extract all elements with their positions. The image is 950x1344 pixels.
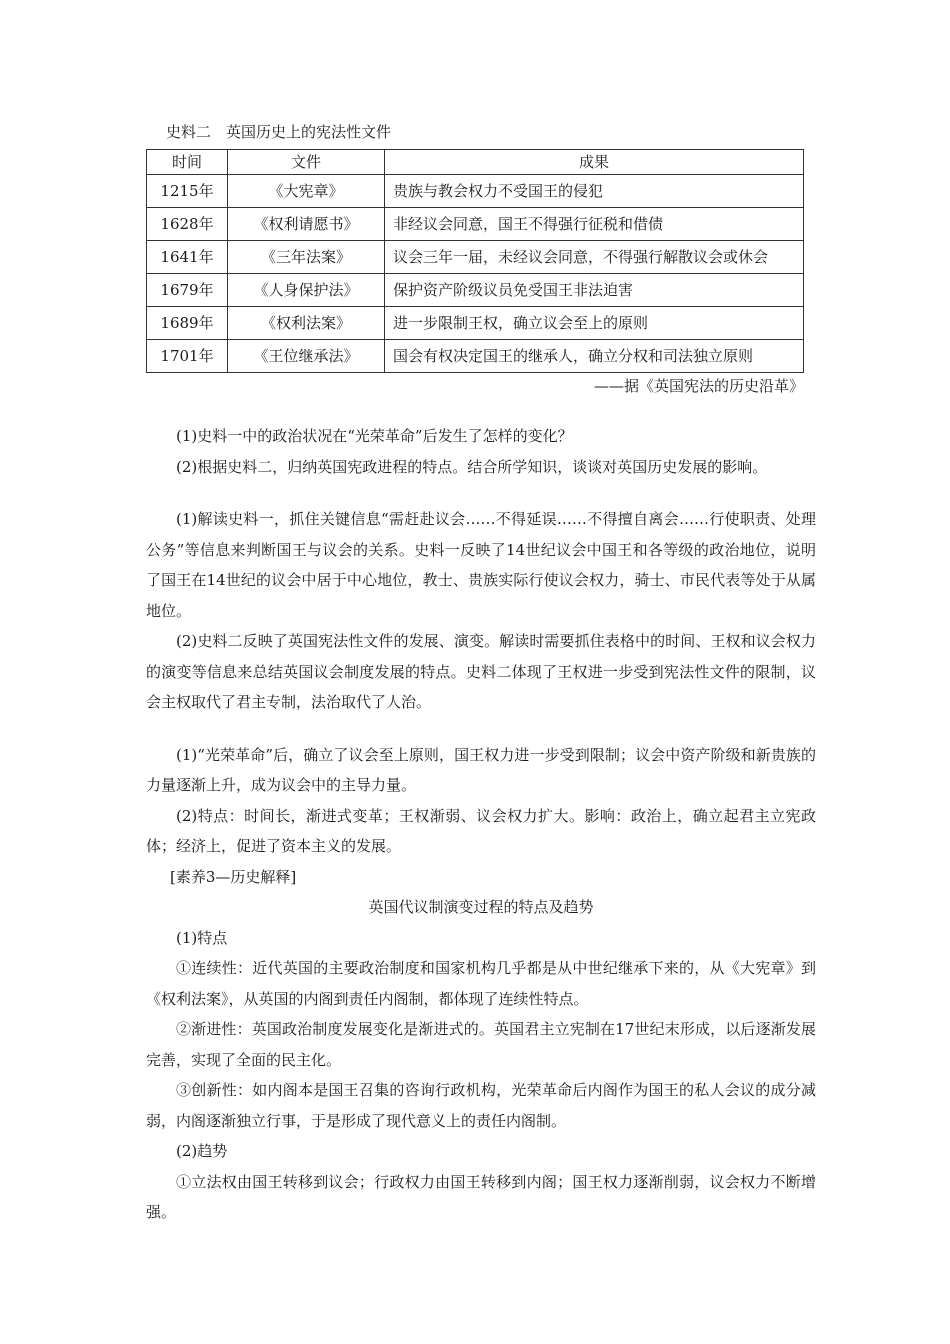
table-row: [147, 175, 804, 208]
analysis-1: (1)解读史料一，抓住关键信息“需赶赴议会……不得延误……不得擅自离会……行使职责、处理公务”等信息来判断国王与议会的关系。史料一反映了14世纪议会中国王和各等级的政治地位，说明了国王在14世纪的议会中居于中心地位，教士、贵族实际行使议会权力，骑士、市民代表等处于从属地位。: [146, 510, 816, 620]
year-cell: 1701年: [147, 340, 228, 373]
table-row: [147, 274, 804, 307]
trend-1: ①立法权由国王转移到议会；行政权力由国王转移到内阁；国王权力逐渐削弱，议会权力不断增强。: [146, 1172, 816, 1221]
section-title: 英国代议制演变过程的特点及趋势: [368, 898, 594, 916]
table-row: [147, 241, 804, 274]
document-page: [146, 118, 816, 1228]
year-cell: 1689年: [147, 307, 228, 340]
question-1: (1)史料一中的政治状况在“光荣革命”后发生了怎样的变化？: [176, 427, 573, 445]
question-2: (2)根据史料二，归纳英国宪政进程的特点。结合所学知识，谈谈对英国历史发展的影响。: [176, 457, 768, 476]
features-label: (1)特点: [176, 928, 228, 947]
constitutional-documents-table: [146, 149, 804, 373]
trends-label: (2)趋势: [176, 1142, 228, 1160]
header-time: 时间: [147, 150, 228, 175]
header-result: 成果: [385, 150, 804, 175]
document-cell: 《王位继承法》: [228, 340, 385, 373]
table-source: ——据《英国宪法的历史沿革》: [593, 377, 804, 395]
document-cell: 《人身保护法》: [228, 274, 385, 307]
table-row: [147, 208, 804, 241]
result-cell: 国会有权决定国王的继承人，确立分权和司法独立原则: [385, 340, 804, 373]
header-document: 文件: [228, 150, 385, 175]
result-cell: 贵族与教会权力不受国王的侵犯: [385, 175, 804, 208]
year-cell: 1641年: [147, 241, 228, 274]
feature-innovation: ③创新性：如内阁本是国王召集的咨询行政机构，光荣革命后内阁作为国王的私人会议的成分减弱，内阁逐渐独立行事，于是形成了现代意义上的责任内阁制。: [146, 1081, 816, 1130]
table-row: [147, 340, 804, 373]
answer-1: (1)“光荣革命”后，确立了议会至上原则，国王权力进一步受到限制；议会中资产阶级和新贵族的力量逐渐上升，成为议会中的主导力量。: [146, 745, 816, 794]
feature-continuity: ①连续性：近代英国的主要政治制度和国家机构几乎都是从中世纪继承下来的，从《大宪章》到《权利法案》，从英国的内阁到责任内阁制，都体现了连续性特点。: [146, 959, 816, 1008]
analysis-2: (2)史料二反映了英国宪法性文件的发展、演变。解读时需要抓住表格中的时间、王权和议会权力的演变等信息来总结英国议会制度发展的特点。史料二体现了王权进一步受到宪法性文件的限制，议会主权取代了君主专制，法治取代了人治。: [146, 632, 816, 711]
result-cell: 进一步限制王权，确立议会至上的原则: [385, 307, 804, 340]
table-header-row: [147, 150, 804, 175]
year-cell: 1679年: [147, 274, 228, 307]
document-cell: 《大宪章》: [228, 175, 385, 208]
document-cell: 《权利请愿书》: [228, 208, 385, 241]
result-cell: 议会三年一届，未经议会同意，不得强行解散议会或休会: [385, 241, 804, 274]
table-row: [147, 307, 804, 340]
section-tag: [素养3—历史解释]: [170, 867, 297, 886]
year-cell: 1628年: [147, 208, 228, 241]
table-caption: 史料二 英国历史上的宪法性文件: [166, 123, 392, 141]
result-cell: 保护资产阶级议员免受国王非法迫害: [385, 274, 804, 307]
year-cell: 1215年: [147, 175, 228, 208]
answer-2: (2)特点：时间长，渐进式变革；王权渐弱、议会权力扩大。影响：政治上，确立起君主立宪政体；经济上，促进了资本主义的发展。: [146, 806, 816, 855]
feature-gradualism: ②渐进性：英国政治制度发展变化是渐进式的。英国君主立宪制在17世纪末形成，以后逐渐发展完善，实现了全面的民主化。: [146, 1020, 816, 1069]
document-cell: 《三年法案》: [228, 241, 385, 274]
result-cell: 非经议会同意，国王不得强行征税和借债: [385, 208, 804, 241]
document-cell: 《权利法案》: [228, 307, 385, 340]
